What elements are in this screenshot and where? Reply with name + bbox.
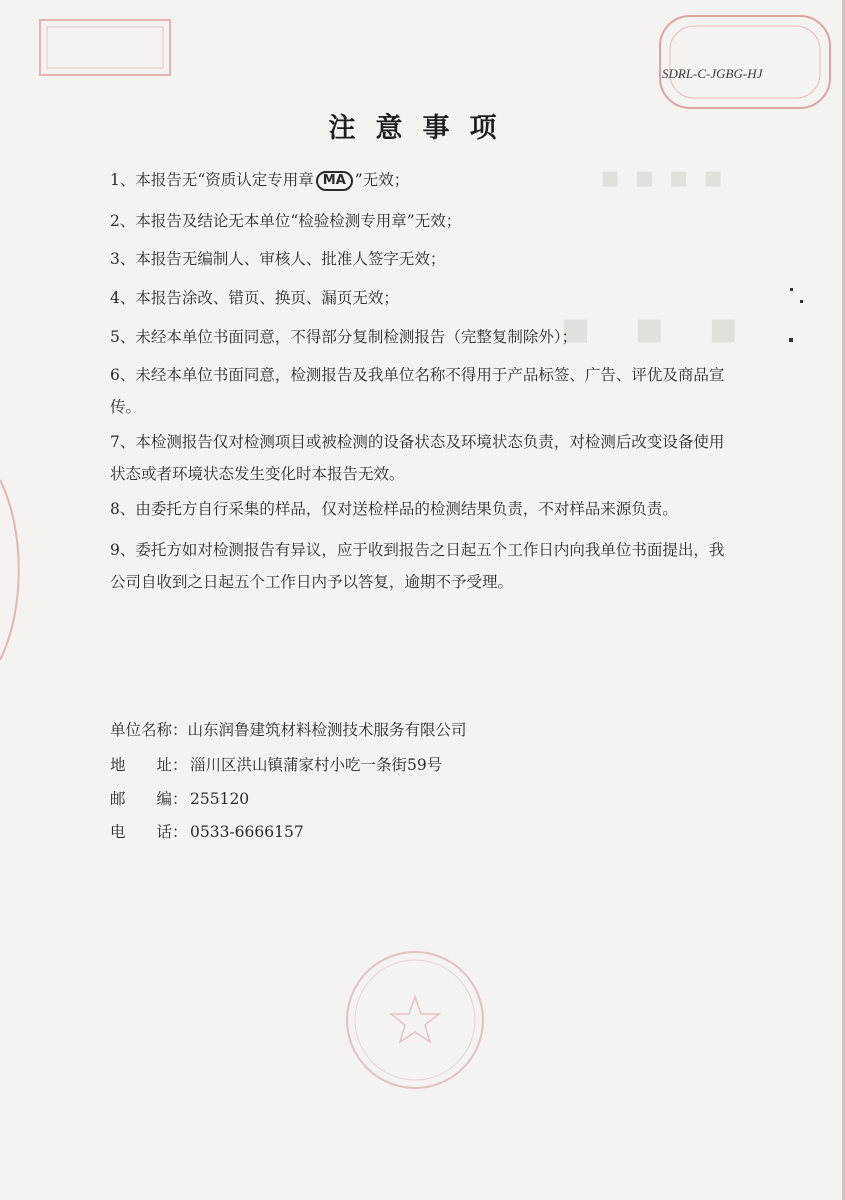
notice-item-text: ”无效； [354, 171, 410, 189]
scan-speck [789, 338, 793, 342]
notice-item-1 [110, 164, 725, 196]
postcode-label: 邮 编： [110, 790, 188, 808]
notice-item-3: 3、本报告无编制人、审核人、批准人签字无效； [110, 250, 446, 268]
notice-item-9: 9、委托方如对检测报告有异议，应于收到报告之日起五个工作日内向我单位书面提出，我公司自收到之日起五个工作日内予以答复，逾期不予受理。 [110, 541, 725, 591]
company-name-label: 单位名称： [110, 721, 188, 739]
notice-item-7: 7、本检测报告仅对检测项目或被检测的设备状态及环境状态负责，对检测后改变设备使用状态或者环境状态发生变化时本报告无效。 [110, 433, 725, 483]
notice-item-4: 4、本报告涂改、错页、换页、漏页无效； [110, 289, 399, 307]
notice-item-5: 5、未经本单位书面同意，不得部分复制检测报告（完整复制除外）； [110, 328, 578, 346]
postcode-row [110, 789, 249, 809]
company-name-value: 山东润鲁建筑材料检测技术服务有限公司 [187, 721, 467, 739]
scan-speck [800, 300, 803, 303]
bleed-through-text: ▪ ▪ ▪ [560, 300, 753, 354]
phone-value: 0533-6666157 [190, 823, 304, 841]
page-title: 注意事项 [328, 113, 517, 144]
address-value: 淄川区洪山镇蒲家村小吃一条街59号 [190, 756, 443, 774]
notice-item-6: 6、未经本单位书面同意，检测报告及我单位名称不得用于产品标签、广告、评优及商品宣传。 [110, 366, 725, 416]
notice-item-text: 1、本报告无“资质认定专用章 [110, 171, 314, 189]
copy-stamp [35, 10, 175, 80]
address-row [110, 755, 442, 775]
phone-row [110, 822, 304, 842]
address-label: 地 址： [110, 756, 188, 774]
document-reference-code: SDRL-C-JGBG-HJ [662, 66, 763, 81]
phone-label: 电 话： [110, 823, 188, 841]
edge-seal-left [0, 470, 30, 670]
notice-item-2: 2、本报告及结论无本单位“检验检测专用章”无效； [110, 212, 462, 230]
ma-certification-mark: MA [316, 171, 353, 191]
round-seal [340, 945, 490, 1095]
bleed-through-text: ▪▪▪▪ [600, 160, 738, 195]
postcode-value: 255120 [190, 790, 250, 808]
scan-speck [790, 288, 793, 291]
company-name-row [110, 720, 467, 740]
notice-item-8: 8、由委托方自行采集的样品，仅对送检样品的检测结果负责，不对样品来源负责。 [110, 500, 678, 518]
